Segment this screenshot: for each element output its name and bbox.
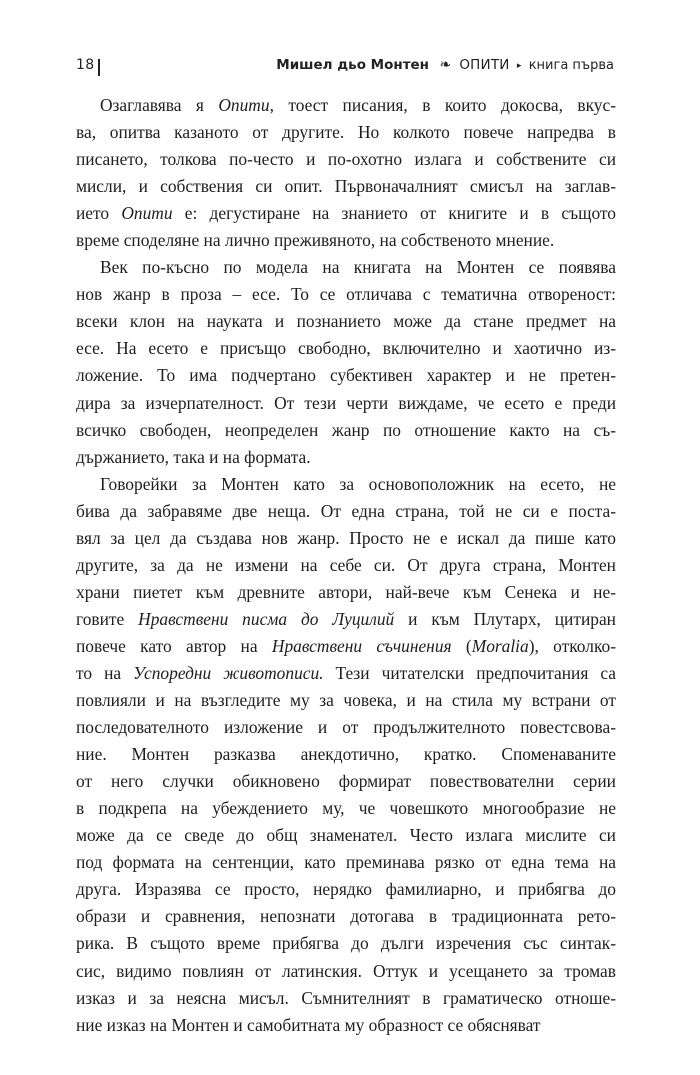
text-span: ва, опитва казаното от другите. Но колкото повече напредва в (76, 122, 616, 143)
text-span: дира за изчерпателност. От тези черти виждаме, че есето е преди (76, 392, 616, 413)
text-span: другите, за да не измени на себе си. От друга страна, Монтен (76, 554, 616, 575)
italic-title-span: Нравствени съчинения (271, 635, 452, 656)
text-span: може да се сведе до общ знаменател. Често излага мислите си (76, 825, 616, 846)
text-line (76, 876, 616, 903)
text-span: то на (76, 662, 134, 683)
text-line (76, 471, 616, 498)
text-line (76, 903, 616, 930)
text-line (76, 606, 616, 633)
text-span: , тоест писания, в които докосва, вкус- (269, 95, 617, 115)
text-span: под формата на сентенции, като преминава рязко от една тема на (76, 852, 616, 873)
text-line (76, 930, 616, 957)
text-line (76, 362, 616, 389)
text-line (76, 795, 616, 822)
text-span: говите (76, 608, 139, 629)
header-book-title: ОПИТИ (459, 57, 510, 73)
header-book-part: книга първа (528, 58, 614, 73)
text-span: ( (451, 635, 472, 656)
text-span: и към Плутарх, цитиран (394, 608, 616, 629)
italic-title-span: Moralia (471, 635, 529, 656)
text-line (76, 335, 616, 362)
text-span: писането, толкова по-често и по-охотно излага и собствените си (76, 149, 616, 170)
text-span: ието (76, 203, 122, 224)
text-span: в подкрепа на убеждението му, че човешкото многообразие не (76, 798, 616, 819)
italic-title-span: Опити (121, 203, 173, 224)
triangle-right-icon: ▸ (516, 61, 522, 71)
header-author: Мишел дьо Монтен (276, 57, 430, 73)
text-span: Век по-късно по модела на книгата на Монтен се появява (100, 257, 616, 278)
text-span: Говорейки за Монтен като за основоположник на есето, не (100, 473, 616, 494)
text-span: бива да забравяме две неща. От една страна, той не си е поста- (76, 500, 616, 521)
text-span: рика. В същото време прибягва до дълги изречения със синтак- (76, 933, 616, 954)
text-line (76, 417, 616, 444)
text-line (76, 958, 616, 985)
page-number: 18 (76, 57, 95, 73)
fleuron-icon: ❧ (439, 57, 452, 73)
text-span: мисли, и собствения си опит. Първоначалният смисъл на заглав- (76, 176, 616, 197)
body-text (76, 92, 616, 1039)
text-span: образи и сравнения, непознати дотогава в традиционната рето- (76, 906, 616, 927)
text-line (76, 92, 616, 119)
text-span: Тези читателски предпочитания са (323, 662, 616, 683)
text-span: всеки клон на науката и познанието може да стане предмет на (76, 311, 616, 332)
text-span: ние изказ на Монтен и самобитната му образност се обясняват (76, 1014, 541, 1035)
italic-title-span: Нравствени писма до Луцилий (138, 608, 395, 629)
text-line (76, 308, 616, 335)
text-span: есе. На есето е присъщо свободно, включително и хаотично из- (76, 338, 616, 359)
text-span: държанието, така и на формата. (76, 446, 311, 467)
text-span: повлияли и на възгледите му за човека, и на стила му встрани от (76, 690, 616, 711)
text-span: храни пиетет към древните автори, най-вече към Сенека и не- (76, 581, 616, 602)
text-span: време споделяне на лично преживяното, на собственото мнение. (76, 230, 555, 251)
italic-title-span: Успоредни животописи. (133, 662, 324, 683)
text-span: ), отколко- (528, 635, 616, 656)
text-line (76, 173, 616, 200)
text-span: изказ и за неясна мисъл. Съмнителният в граматическо отноше- (76, 987, 616, 1008)
text-span: е: дегустиране на знанието от книгите и в същото (172, 203, 616, 224)
text-line (76, 1012, 616, 1039)
running-header (76, 57, 616, 81)
text-line (76, 579, 616, 606)
text-span: Озаглавява я (100, 95, 219, 115)
text-line (76, 200, 616, 227)
text-line (76, 146, 616, 173)
text-line (76, 822, 616, 849)
text-span: повече като автор на (76, 635, 272, 656)
text-line (76, 741, 616, 768)
text-span: ние. Монтен разказва анекдотично, кратко. Споменаваните (76, 744, 616, 765)
text-line (76, 254, 616, 281)
text-line (76, 633, 616, 660)
paragraph (76, 92, 616, 254)
text-span: ложение. То има подчертано субективен характер и не претен- (76, 365, 616, 386)
text-line (76, 768, 616, 795)
text-line (76, 390, 616, 417)
text-line (76, 552, 616, 579)
paragraph (76, 471, 616, 1039)
text-line (76, 687, 616, 714)
italic-title-span: Опити (218, 95, 270, 115)
text-span: последователното изложение и от продължителното повестсвова- (76, 717, 616, 738)
text-line (76, 119, 616, 146)
text-line (76, 525, 616, 552)
text-line (76, 660, 616, 687)
text-span: всичко свободен, неопределен жанр по отношение както на съ- (76, 419, 616, 440)
text-line (76, 227, 616, 254)
text-line (76, 498, 616, 525)
running-head (276, 57, 614, 73)
text-span: нов жанр в проза – есе. То се отличава с тематична отвореност: (76, 284, 616, 305)
text-line (76, 849, 616, 876)
text-span: от него случки обикновено формират повествователни серии (76, 771, 616, 792)
text-line (76, 985, 616, 1012)
text-span: друга. Изразява се просто, нерядко фамилиарно, и прибягва до (76, 879, 616, 900)
text-line (76, 714, 616, 741)
paragraph (76, 254, 616, 470)
text-line (76, 444, 616, 471)
text-span: вял за цел да създава нов жанр. Просто не е искал да пише като (76, 527, 616, 548)
text-line (76, 281, 616, 308)
text-span: сис, видимо повлиян от латинския. Оттук и усещането за тромав (76, 960, 616, 981)
page-number-divider (98, 59, 100, 76)
